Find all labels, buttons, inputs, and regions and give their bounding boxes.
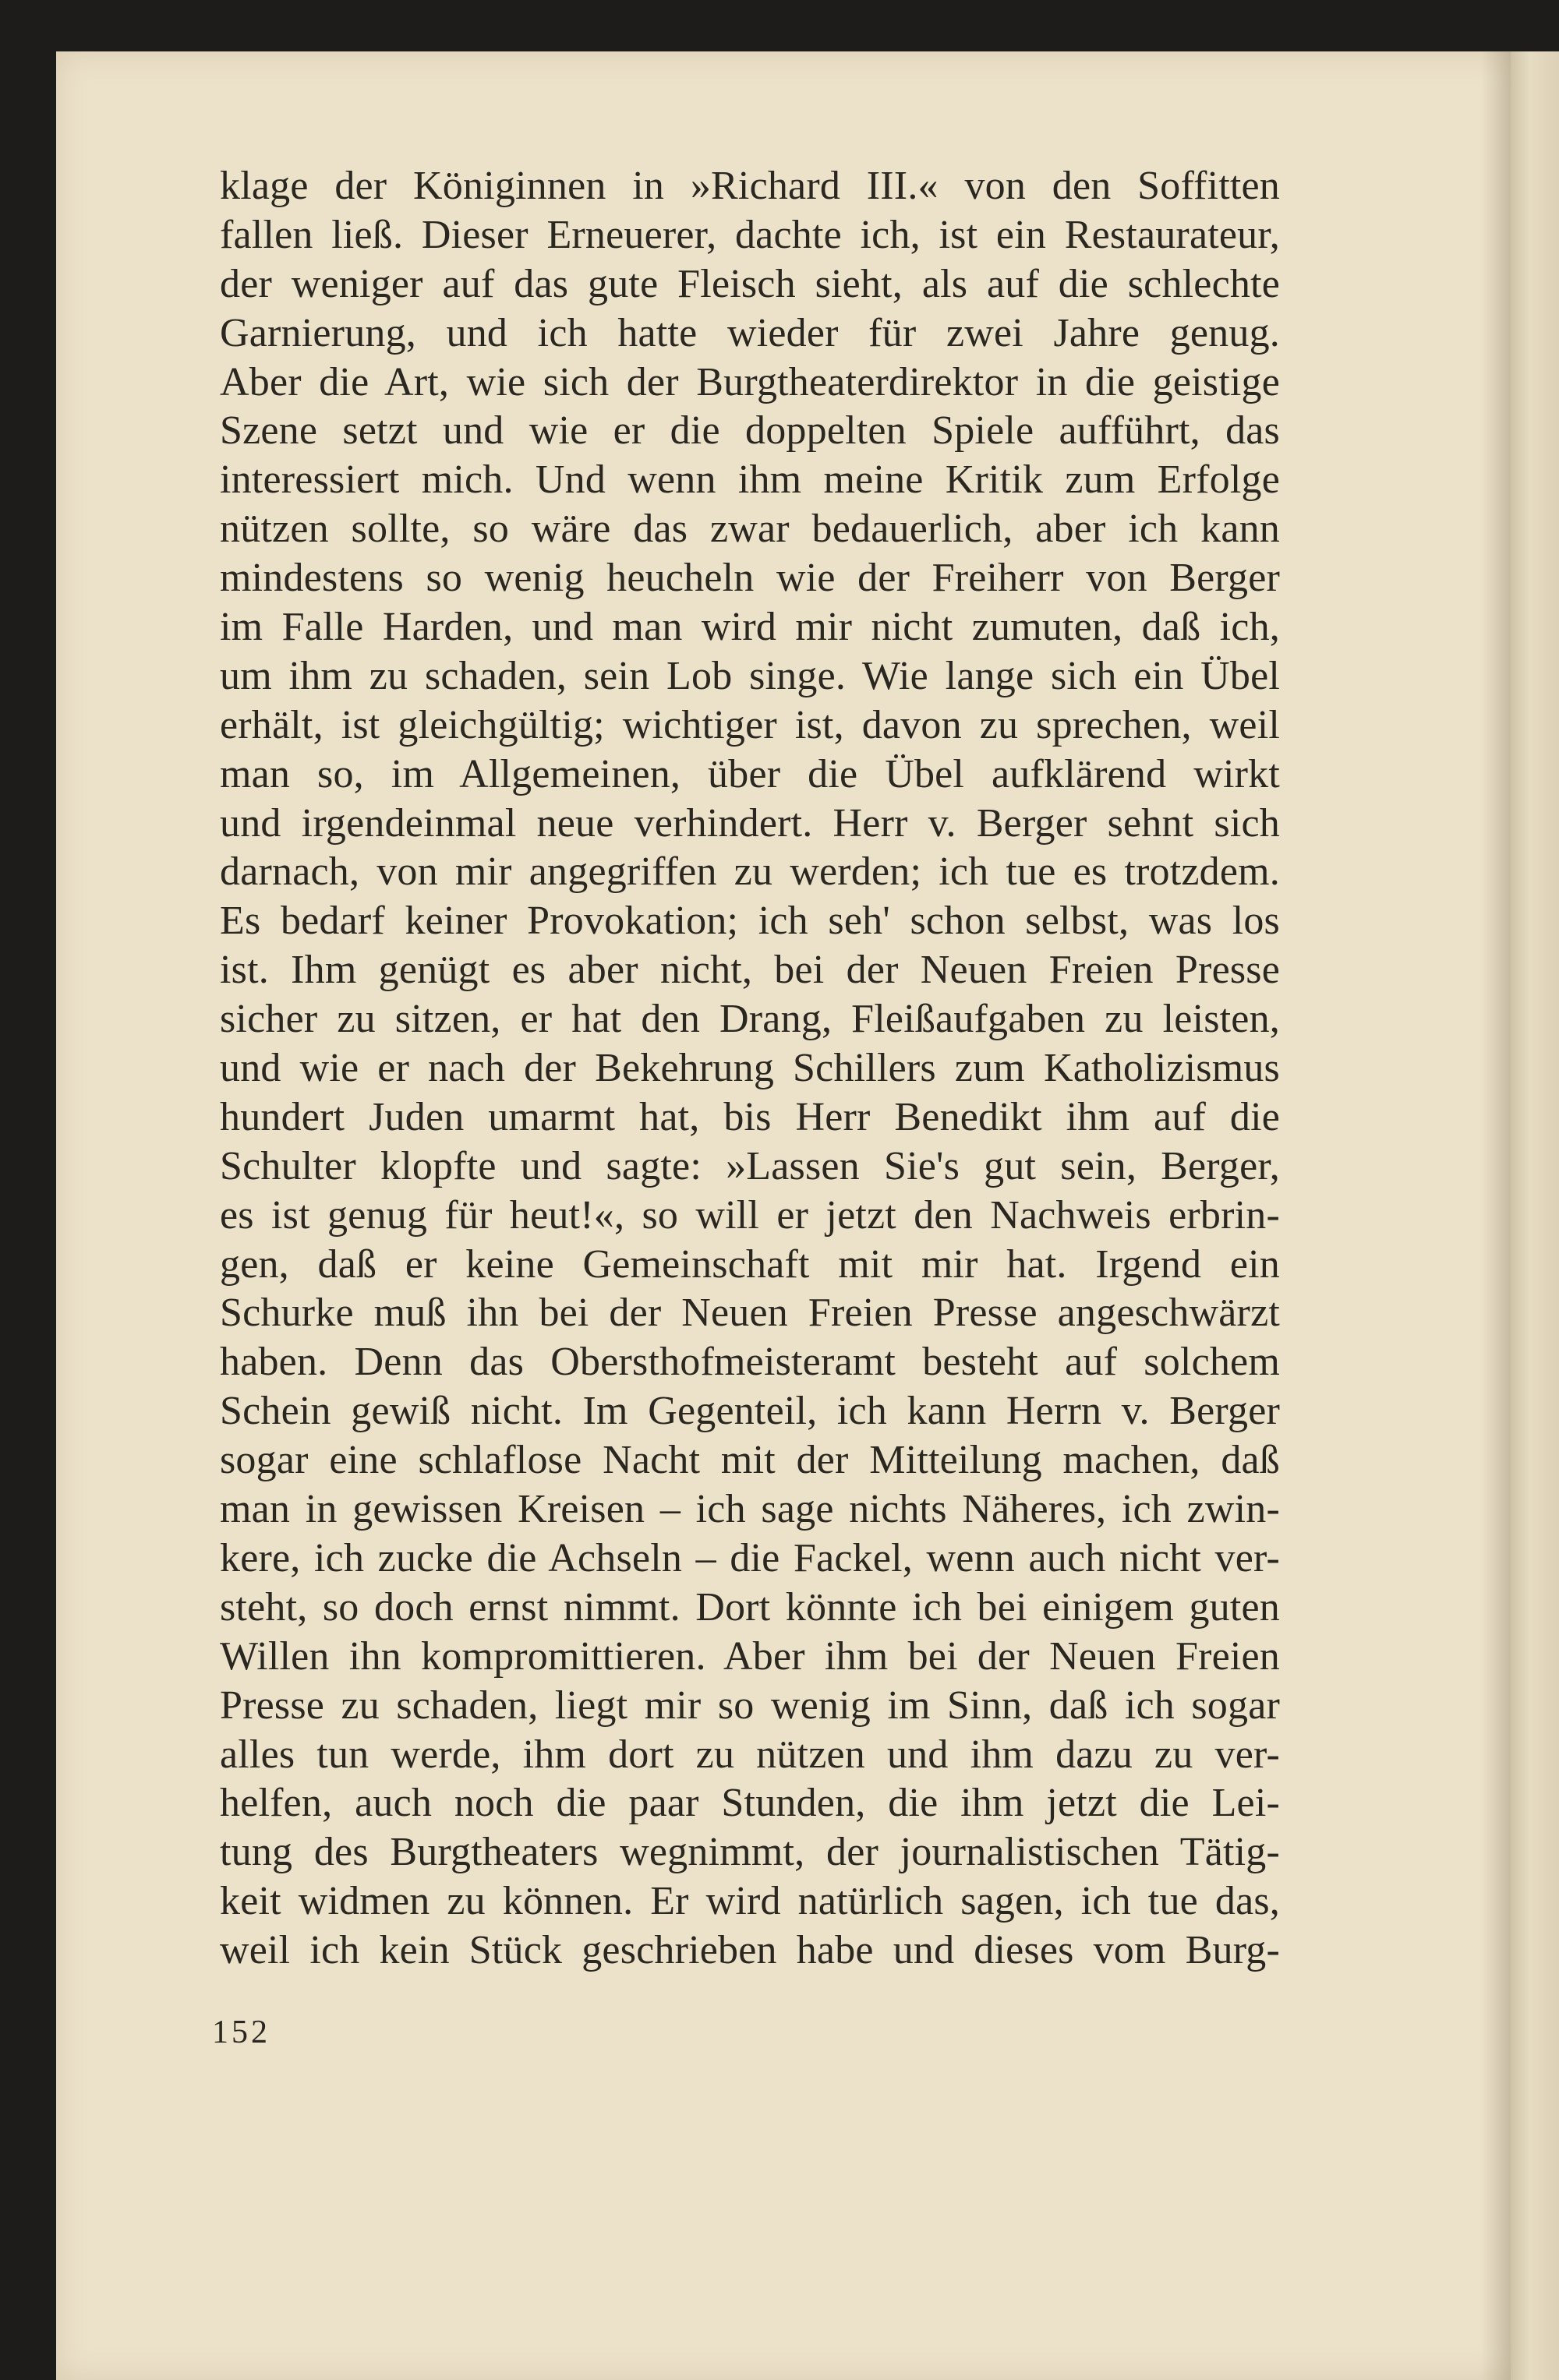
text-line: man in gewissen Kreisen – ich sage nichts Näheres, ich zwin- <box>220 1487 1280 1532</box>
text-line: Schein gewiß nicht. Im Gegenteil, ich kann Herrn v. Berger <box>220 1389 1280 1434</box>
text-line: Presse zu schaden, liegt mir so wenig im Sinn, daß ich sogar <box>220 1683 1280 1728</box>
text-line: ist. Ihm genügt es aber nicht, bei der Neuen Freien Presse <box>220 948 1280 993</box>
text-line: hundert Juden umarmt hat, bis Herr Benedikt ihm auf die <box>220 1094 1280 1139</box>
text-line: man so, im Allgemeinen, über die Übel aufklärend wirkt <box>220 751 1280 796</box>
text-line: helfen, auch noch die paar Stunden, die ihm jetzt die Lei- <box>220 1781 1280 1826</box>
text-line: klage der Königinnen in »Richard III.« von den Soffitten <box>220 164 1280 208</box>
text-line: Es bedarf keiner Provokation; ich seh' schon selbst, was los <box>220 899 1280 944</box>
text-line: gen, daß er keine Gemeinschaft mit mir hat. Irgend ein <box>220 1241 1280 1287</box>
text-line: und wie er nach der Bekehrung Schillers zum Katholizismus <box>220 1046 1280 1091</box>
text-line: sicher zu sitzen, er hat den Drang, Fleißaufgaben zu leisten, <box>220 997 1280 1042</box>
body-text <box>220 162 1280 1976</box>
text-line: erhält, ist gleichgültig; wichtiger ist, davon zu sprechen, weil <box>220 702 1280 747</box>
text-line: darnach, von mir angegriffen zu werden; ich tue es trotzdem. <box>220 849 1280 895</box>
text-line: Schulter klopfte und sagte: »Lassen Sie's gut sein, Berger, <box>220 1143 1280 1188</box>
text-line: steht, so doch ernst nimmt. Dort könnte ich bei einigem guten <box>220 1584 1280 1630</box>
text-line: haben. Denn das Obersthofmeisteramt besteht auf solchem <box>220 1340 1280 1385</box>
text-line: um ihm zu schaden, sein Lob singe. Wie lange sich ein Übel <box>220 653 1280 698</box>
text-line: Szene setzt und wie er die doppelten Spiele aufführt, das <box>220 408 1280 454</box>
text-line: und irgendeinmal neue verhindert. Herr v. Berger sehnt sich <box>220 800 1280 846</box>
text-line: sogar eine schlaflose Nacht mit der Mitteilung machen, daß <box>220 1438 1280 1483</box>
page-number: 152 <box>212 2015 270 2050</box>
text-line: nützen sollte, so wäre das zwar bedauerlich, aber ich kann <box>220 507 1280 552</box>
text-line: mindestens so wenig heucheln wie der Freiherr von Berger <box>220 556 1280 601</box>
text-line: im Falle Harden, und man wird mir nicht zumuten, daß ich, <box>220 605 1280 650</box>
text-line: der weniger auf das gute Fleisch sieht, als auf die schlechte <box>220 261 1280 306</box>
gutter-shadow <box>1481 51 1512 2380</box>
text-line: kere, ich zucke die Achseln – die Fackel, wenn auch nicht ver- <box>220 1535 1280 1580</box>
text-line: interessiert mich. Und wenn ihm meine Kritik zum Erfolge <box>220 457 1280 503</box>
text-line: es ist genug für heut!«, so will er jetzt den Nachweis erbrin- <box>220 1192 1280 1238</box>
text-line: weil ich kein Stück geschrieben habe und dieses vom Burg- <box>220 1928 1280 1973</box>
text-line: Garnierung, und ich hatte wieder für zwei Jahre genug. <box>220 310 1280 355</box>
text-line: keit widmen zu können. Er wird natürlich sagen, ich tue das, <box>220 1879 1280 1924</box>
facing-page-edge <box>1511 51 1559 2380</box>
text-line: Schurke muß ihn bei der Neuen Freien Presse angeschwärzt <box>220 1291 1280 1336</box>
text-line: fallen ließ. Dieser Erneuerer, dachte ich, ist ein Restaurateur, <box>220 212 1280 257</box>
text-line: Aber die Art, wie sich der Burgtheaterdirektor in die geistige <box>220 359 1280 404</box>
text-line: Willen ihn kompromittieren. Aber ihm bei der Neuen Freien <box>220 1633 1280 1679</box>
text-line: tung des Burgtheaters wegnimmt, der journalistischen Tätig- <box>220 1830 1280 1875</box>
text-line: alles tun werde, ihm dort zu nützen und ihm dazu zu ver- <box>220 1732 1280 1777</box>
